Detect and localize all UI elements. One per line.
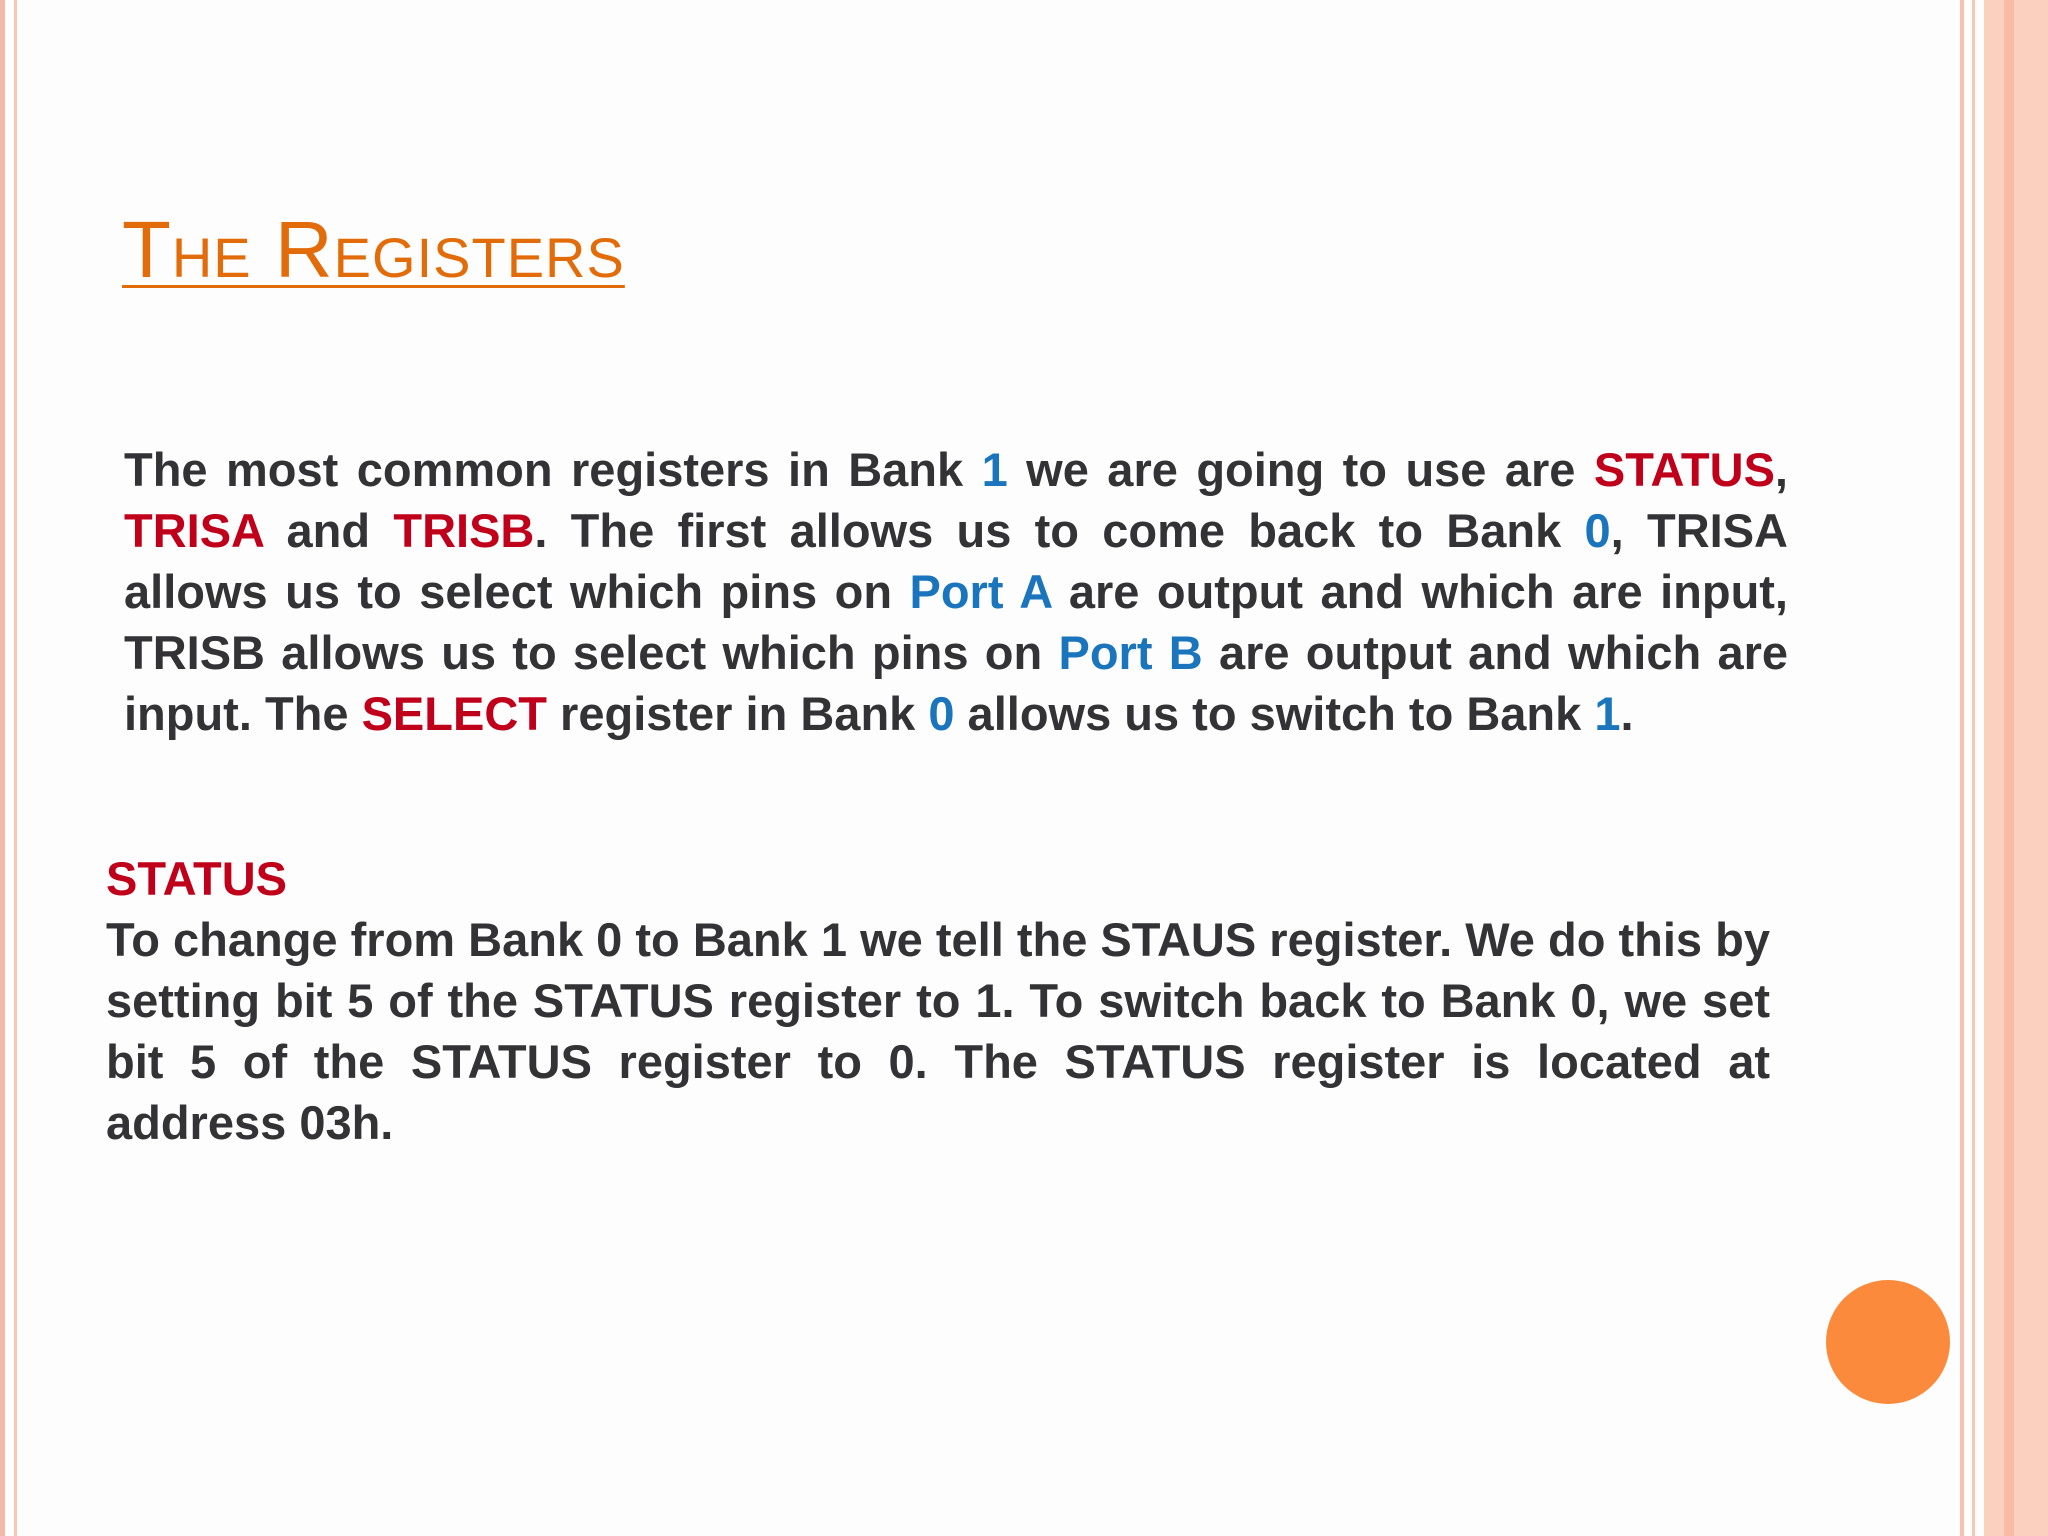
p1-bank-1: 1 bbox=[981, 443, 1008, 496]
p1-select-register: SELECT bbox=[361, 687, 547, 740]
status-paragraph: To change from Bank 0 to Bank 1 we tell the STAUS register. We do this by setting bit 5 of the STATUS register to 1. To switch back to Bank 0, we set bit 5 of the STATUS register to 0. The STATUS register is located at address 03h. bbox=[106, 913, 1770, 1149]
right-border-band-stripe bbox=[2004, 0, 2014, 1536]
intro-paragraph bbox=[124, 439, 1788, 744]
p1-bank-0: 0 bbox=[1584, 504, 1611, 557]
p1-text-8: are output and which are input. The bbox=[124, 626, 1789, 740]
p1-trisb-register: TRISB bbox=[393, 504, 535, 557]
p1-text-11: . bbox=[1620, 687, 1634, 740]
left-border-band bbox=[0, 0, 5, 1536]
right-border-line-inner bbox=[1972, 0, 1975, 1536]
right-border-line bbox=[1960, 0, 1964, 1536]
p1-trisa-register: TRISA bbox=[124, 504, 264, 557]
p1-text-9: register in Bank bbox=[547, 687, 929, 740]
p1-port-b: Port B bbox=[1058, 626, 1203, 679]
left-border-line bbox=[14, 0, 17, 1536]
p1-status-register: STATUS bbox=[1593, 443, 1775, 496]
p1-port-a: Port A bbox=[909, 565, 1052, 618]
p1-bank-1-second: 1 bbox=[1594, 687, 1621, 740]
p1-text-6: , TRISA allows us to select which pins on bbox=[124, 504, 1788, 618]
right-border-band bbox=[1984, 0, 2048, 1536]
p1-text-5: . The first allows us to come back to Bank bbox=[534, 504, 1585, 557]
status-heading: STATUS bbox=[106, 852, 288, 905]
p1-text-1: The most common registers in Bank bbox=[124, 443, 982, 496]
p1-text-4: and bbox=[263, 504, 394, 557]
p1-text-10: allows us to switch to Bank bbox=[954, 687, 1595, 740]
p1-text-3: , bbox=[1774, 443, 1788, 496]
p1-bank-0-second: 0 bbox=[928, 687, 955, 740]
p1-text-7: are output and which are input, TRISB allows us to select which pins on bbox=[124, 565, 1788, 679]
p1-text-2: we are going to use are bbox=[1007, 443, 1594, 496]
slide-title: The Registers bbox=[122, 205, 625, 294]
accent-circle bbox=[1826, 1280, 1950, 1404]
